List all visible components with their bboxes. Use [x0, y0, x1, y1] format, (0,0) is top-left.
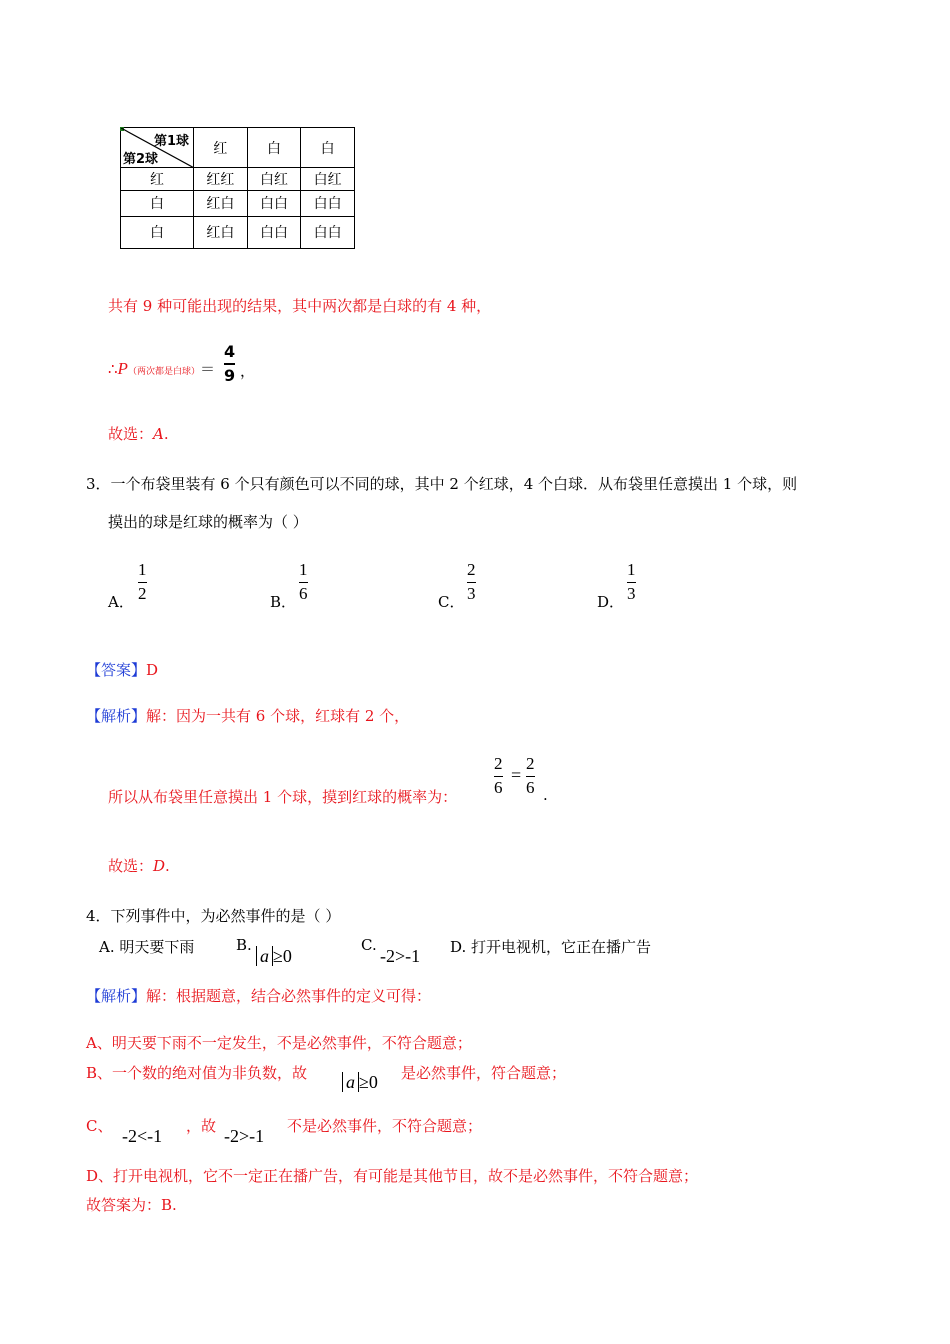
q4-analysis: [86, 985, 431, 1006]
fraction-den: 3: [467, 584, 476, 603]
q4-line-c-post: 不是必然事件，不符合题意；: [287, 1117, 483, 1135]
row-head: 白: [121, 190, 194, 216]
fraction-bar: [467, 582, 476, 583]
q2-fraction-den: 9: [224, 366, 236, 385]
q2-fraction-num: 4: [224, 342, 236, 361]
equals-sign: ＝: [199, 360, 215, 378]
q4-option-a: A. 明天要下雨: [99, 938, 195, 956]
q3-stem-line1: 3．一个布袋里装有 6 个只有颜色可以不同的球，其中 2 个红球，4 个白球．从布袋里任意摸出 1 个球，则: [86, 475, 798, 493]
q3-option-b-fraction: [299, 561, 308, 603]
fraction-num: 2: [494, 754, 503, 773]
therefore-symbol: ∴: [108, 360, 118, 378]
q3-answer: [86, 659, 158, 680]
analysis-text: 解：根据题意，结合必然事件的定义可得：: [146, 987, 432, 1005]
fraction-num: 1: [138, 560, 147, 579]
q4-line-b-pre: B、一个数的绝对值为非负数，故: [86, 1064, 308, 1082]
q3-stem-line2: 摸出的球是红球的概率为（ ）: [108, 513, 308, 531]
q3-choice: [108, 855, 170, 876]
q3-conclusion-end: .: [543, 786, 548, 804]
fraction-bar: [224, 363, 235, 365]
q3-option-c-label: C．: [438, 593, 465, 611]
table-cell: 红白: [194, 216, 248, 248]
q4-option-c-expr: -2>-1: [380, 946, 421, 966]
fraction-bar: [138, 582, 147, 583]
table-cell: 白白: [247, 216, 301, 248]
answer-tag: 【答案】: [86, 661, 147, 679]
fraction-bar: [494, 776, 503, 777]
q4-final-answer: 故答案为：B.: [86, 1196, 177, 1214]
fraction-bar: [299, 582, 308, 583]
relation: ≥0: [273, 946, 292, 966]
fraction-bar: [627, 582, 636, 583]
table-cell: 白红: [247, 168, 301, 190]
p-symbol: P: [117, 359, 128, 378]
q2-probability: [108, 358, 215, 379]
q3-option-b-label: B．: [270, 593, 297, 611]
q4-line-c-mid: ，故: [186, 1117, 217, 1135]
q3-option-d-label: D．: [597, 593, 625, 611]
table-cell: 红白: [194, 190, 248, 216]
fraction-num: 1: [299, 560, 308, 579]
outcome-table: [120, 127, 355, 249]
q4-line-b-expr: [342, 1072, 378, 1093]
q4-option-b-expr: [256, 946, 292, 967]
q3-equals: =: [511, 765, 522, 785]
q3-conclusion-fraction-1: [494, 755, 503, 797]
q3-option-c-fraction: [467, 561, 476, 603]
q3-option-a-fraction: [138, 561, 147, 603]
q3-option-d-fraction: [627, 561, 636, 603]
p-subscript: （两次都是白球）: [127, 367, 200, 377]
fraction-num: 2: [467, 560, 476, 579]
answer-value: D: [146, 661, 159, 679]
col-head: 白: [247, 128, 301, 168]
choice-letter: D: [153, 857, 166, 875]
col-head: 白: [301, 128, 355, 168]
choice-label: 故选：: [108, 857, 154, 875]
q4-line-c-expr2: -2>-1: [224, 1126, 265, 1146]
q4-line-d: D、打开电视机，它不一定正在播广告，有可能是其他节目，故不是必然事件，不符合题意；: [86, 1167, 699, 1185]
analysis-text: 解：因为一共有 6 个球，红球有 2 个，: [146, 707, 410, 725]
q4-option-c-label: C.: [361, 936, 377, 954]
fraction-den: 6: [526, 778, 535, 797]
q4-line-b-post: 是必然事件，符合题意；: [401, 1064, 567, 1082]
choice-letter: A: [153, 425, 164, 443]
abs-value-a: a: [256, 946, 273, 966]
row-head: 白: [121, 216, 194, 248]
fraction-num: 1: [627, 560, 636, 579]
table-cell: 白白: [301, 216, 355, 248]
q4-line-c-expr1: -2<-1: [122, 1126, 163, 1146]
table-corner-header: [121, 128, 194, 168]
col-head: 红: [194, 128, 248, 168]
table-cell: 白红: [301, 168, 355, 190]
analysis-tag: 【解析】: [86, 707, 147, 725]
q2-choice: [108, 423, 169, 444]
q3-analysis: [86, 705, 409, 726]
row-head: 红: [121, 168, 194, 190]
table-cell: 白白: [247, 190, 301, 216]
q3-conclusion-fraction-2: [526, 755, 535, 797]
table-cell: 白白: [301, 190, 355, 216]
fraction-num: 2: [526, 754, 535, 773]
fraction-den: 3: [627, 584, 636, 603]
choice-end: .: [163, 425, 169, 443]
fraction-den: 6: [299, 584, 308, 603]
q2-fraction: [224, 343, 235, 385]
q3-option-a-label: A．: [108, 593, 134, 611]
abs-value-a: a: [342, 1072, 359, 1092]
q2-tail: ，: [240, 362, 256, 380]
fraction-den: 2: [138, 584, 147, 603]
q4-option-d: D. 打开电视机，它正在播广告: [450, 938, 652, 956]
q2-summary: 共有 9 种可能出现的结果，其中两次都是白球的有 4 种，: [108, 297, 492, 315]
table-cell: 红红: [194, 168, 248, 190]
header-first-ball: 第1球: [153, 134, 189, 149]
q4-stem: 4．下列事件中，为必然事件的是（ ）: [86, 907, 341, 925]
q4-option-b-label: B.: [236, 936, 252, 954]
analysis-tag: 【解析】: [86, 987, 147, 1005]
fraction-bar: [526, 776, 535, 777]
q4-line-a: A、明天要下雨不一定发生，不是必然事件，不符合题意；: [86, 1034, 472, 1052]
q3-conclusion: 所以从布袋里任意摸出 1 个球，摸到红球的概率为：: [108, 788, 458, 806]
relation: ≥0: [359, 1072, 378, 1092]
q4-line-c-pre: C、: [86, 1117, 113, 1135]
choice-label: 故选：: [108, 425, 154, 443]
choice-end: .: [165, 857, 170, 875]
fraction-den: 6: [494, 778, 503, 797]
header-second-ball: 第2球: [123, 152, 159, 168]
